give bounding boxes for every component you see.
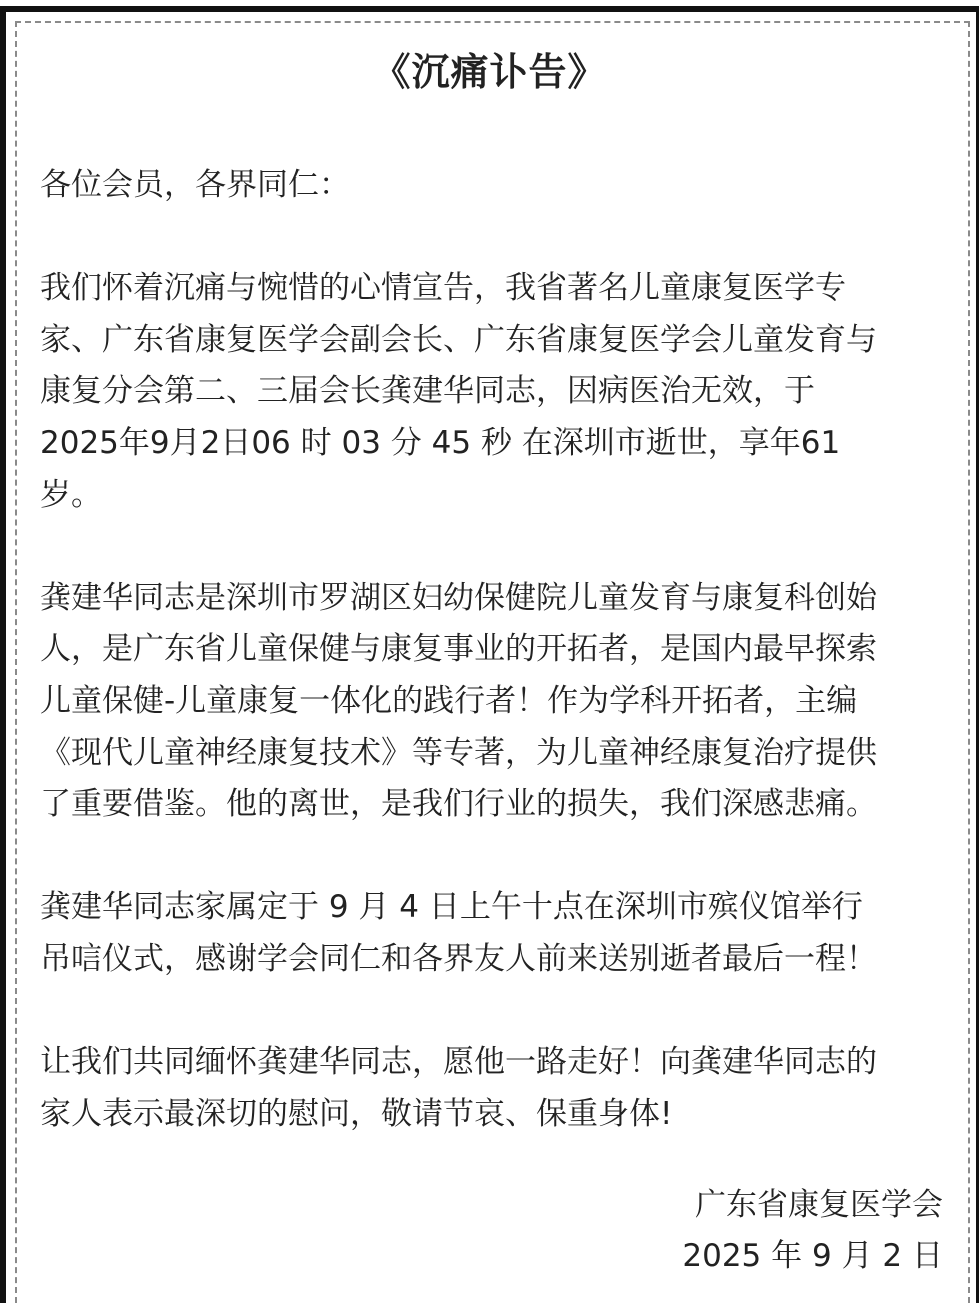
paragraph-announcement: 我们怀着沉痛与惋惜的心情宣告，我省著名儿童康复医学专 家、广东省康复医学会副会长、广东省康复医学会儿童发育与 康复分会第二、三届会长龚建华同志，因病医治无效，于 2025年9月2日06 时 03 分 45 秒 在深圳市逝世，享年61 岁。 <box>40 270 877 513</box>
signature-date: 2025 年 9 月 2 日 <box>682 1238 943 1274</box>
notice-body <box>40 160 945 1192</box>
signature-block <box>682 1180 943 1282</box>
paragraph-funeral: 龚建华同志家属定于 9 月 4 日上午十点在深圳市殡仪馆举行 吊唁仪式，感谢学会同仁和各界友人前来送别逝者最后一程！ <box>40 889 877 977</box>
notice-title: 《沉痛讣告》 <box>372 50 607 94</box>
paragraph-biography: 龚建华同志是深圳市罗湖区妇幼保健院儿童发育与康复科创始 人，是广东省儿童保健与康复事业的开拓者，是国内最早探索 儿童保健-儿童康复一体化的践行者！作为学科开拓者，主编 《现代儿童神经康复技术》等专著，为儿童神经康复治疗提供 了重要借鉴。他的离世，是我们行业的损失，我们深感悲痛。 <box>40 579 877 823</box>
signature-organization: 广东省康复医学会 <box>695 1187 943 1223</box>
paragraph-condolence: 让我们共同缅怀龚建华同志，愿他一路走好！向龚建华同志的 家人表示最深切的慰问，敬请节哀、保重身体! <box>40 1044 877 1132</box>
greeting: 各位会员，各界同仁： <box>40 167 350 203</box>
